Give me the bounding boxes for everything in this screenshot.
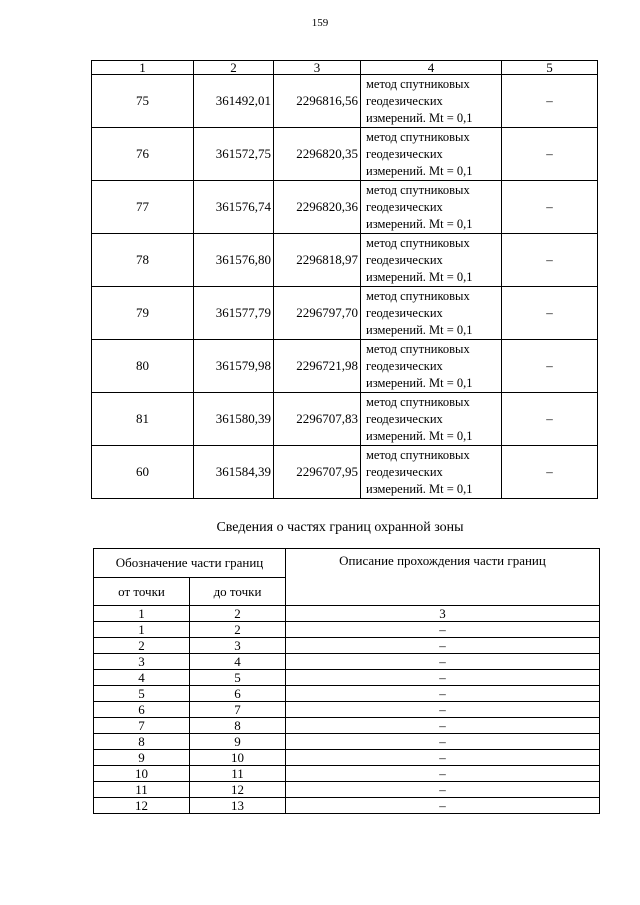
coordinates-header-row	[92, 61, 598, 75]
from-point-cell: 11	[94, 782, 190, 798]
x-coordinate-cell: 361576,80	[194, 234, 274, 287]
method-cell	[361, 234, 502, 287]
to-point-header: до точки	[190, 578, 286, 606]
x-coordinate-cell: 361584,39	[194, 446, 274, 499]
y-coordinate-cell: 2296818,97	[274, 234, 361, 287]
method-text-line: измерений. Mt = 0,1	[366, 216, 473, 231]
coordinate-row	[92, 181, 598, 234]
to-point-cell: 6	[190, 686, 286, 702]
method-text-line: метод спутниковых	[366, 394, 470, 409]
boundary-part-description-header: Описание прохождения части границ	[286, 549, 600, 606]
from-point-cell: 10	[94, 766, 190, 782]
column-number-4: 4	[361, 61, 502, 75]
from-point-cell: 6	[94, 702, 190, 718]
method-text-line: измерений. Mt = 0,1	[366, 428, 473, 443]
x-coordinate-cell: 361492,01	[194, 75, 274, 128]
note-cell: –	[502, 446, 598, 499]
description-cell: –	[286, 734, 600, 750]
note-cell: –	[502, 128, 598, 181]
column-number-3: 3	[274, 61, 361, 75]
from-point-cell: 3	[94, 654, 190, 670]
from-point-header: от точки	[94, 578, 190, 606]
method-text-line: геодезических	[366, 464, 443, 479]
coordinate-row	[92, 393, 598, 446]
y-coordinate-cell: 2296816,56	[274, 75, 361, 128]
method-text-line: метод спутниковых	[366, 182, 470, 197]
boundary-part-row	[94, 782, 600, 798]
boundary-part-row	[94, 798, 600, 814]
method-text-line: геодезических	[366, 146, 443, 161]
method-cell	[361, 340, 502, 393]
numbering-cell-1: 1	[94, 606, 190, 622]
method-cell	[361, 393, 502, 446]
method-text-line: измерений. Mt = 0,1	[366, 110, 473, 125]
from-point-cell: 9	[94, 750, 190, 766]
point-number-cell: 77	[92, 181, 194, 234]
from-point-cell: 5	[94, 686, 190, 702]
to-point-cell: 7	[190, 702, 286, 718]
to-point-cell: 13	[190, 798, 286, 814]
column-number-2: 2	[194, 61, 274, 75]
y-coordinate-cell: 2296721,98	[274, 340, 361, 393]
method-text-line: метод спутниковых	[366, 288, 470, 303]
description-cell: –	[286, 766, 600, 782]
boundary-parts-table	[93, 548, 600, 814]
point-number-cell: 80	[92, 340, 194, 393]
boundary-part-row	[94, 702, 600, 718]
note-cell: –	[502, 287, 598, 340]
to-point-cell: 2	[190, 622, 286, 638]
boundary-parts-table-body	[94, 549, 600, 814]
method-text-line: геодезических	[366, 305, 443, 320]
column-number-1: 1	[92, 61, 194, 75]
method-text-line: метод спутниковых	[366, 76, 470, 91]
to-point-cell: 12	[190, 782, 286, 798]
method-text-line: геодезических	[366, 411, 443, 426]
page-number: 159	[311, 17, 329, 29]
from-point-cell: 2	[94, 638, 190, 654]
method-cell	[361, 75, 502, 128]
method-cell	[361, 181, 502, 234]
point-number-cell: 76	[92, 128, 194, 181]
x-coordinate-cell: 361580,39	[194, 393, 274, 446]
description-cell: –	[286, 622, 600, 638]
note-cell: –	[502, 234, 598, 287]
note-cell: –	[502, 75, 598, 128]
from-point-cell: 7	[94, 718, 190, 734]
boundary-part-row	[94, 670, 600, 686]
from-point-cell: 4	[94, 670, 190, 686]
description-cell: –	[286, 702, 600, 718]
method-text-line: метод спутниковых	[366, 129, 470, 144]
point-number-cell: 78	[92, 234, 194, 287]
from-point-cell: 1	[94, 622, 190, 638]
parts-header-row	[94, 549, 600, 578]
to-point-cell: 5	[190, 670, 286, 686]
method-text-line: метод спутниковых	[366, 341, 470, 356]
description-cell: –	[286, 718, 600, 734]
from-point-cell: 12	[94, 798, 190, 814]
boundary-part-row	[94, 638, 600, 654]
y-coordinate-cell: 2296707,95	[274, 446, 361, 499]
description-cell: –	[286, 686, 600, 702]
point-number-cell: 75	[92, 75, 194, 128]
y-coordinate-cell: 2296820,36	[274, 181, 361, 234]
description-cell: –	[286, 670, 600, 686]
x-coordinate-cell: 361577,79	[194, 287, 274, 340]
numbering-cell-3: 3	[286, 606, 600, 622]
method-text-line: измерений. Mt = 0,1	[366, 163, 473, 178]
boundary-part-row	[94, 766, 600, 782]
method-text-line: метод спутниковых	[366, 447, 470, 462]
description-cell: –	[286, 782, 600, 798]
coordinate-row	[92, 446, 598, 499]
boundary-part-row	[94, 622, 600, 638]
boundary-part-row	[94, 718, 600, 734]
coordinate-row	[92, 128, 598, 181]
boundary-part-row	[94, 734, 600, 750]
description-cell: –	[286, 638, 600, 654]
description-cell: –	[286, 798, 600, 814]
description-cell: –	[286, 654, 600, 670]
method-text-line: измерений. Mt = 0,1	[366, 481, 473, 496]
point-number-cell: 81	[92, 393, 194, 446]
column-number-5: 5	[502, 61, 598, 75]
point-number-cell: 60	[92, 446, 194, 499]
to-point-cell: 3	[190, 638, 286, 654]
parts-numbering-row	[94, 606, 600, 622]
method-cell	[361, 287, 502, 340]
to-point-cell: 4	[190, 654, 286, 670]
y-coordinate-cell: 2296797,70	[274, 287, 361, 340]
coordinate-row	[92, 234, 598, 287]
to-point-cell: 11	[190, 766, 286, 782]
y-coordinate-cell: 2296820,35	[274, 128, 361, 181]
method-text-line: измерений. Mt = 0,1	[366, 375, 473, 390]
method-text-line: геодезических	[366, 93, 443, 108]
point-number-cell: 79	[92, 287, 194, 340]
note-cell: –	[502, 181, 598, 234]
method-text-line: геодезических	[366, 252, 443, 267]
coordinates-table	[91, 60, 598, 499]
coordinate-row	[92, 75, 598, 128]
method-cell	[361, 446, 502, 499]
coordinates-table-body	[92, 61, 598, 499]
to-point-cell: 8	[190, 718, 286, 734]
description-cell: –	[286, 750, 600, 766]
x-coordinate-cell: 361579,98	[194, 340, 274, 393]
method-text-line: геодезических	[366, 358, 443, 373]
method-text-line: измерений. Mt = 0,1	[366, 322, 473, 337]
numbering-cell-2: 2	[190, 606, 286, 622]
boundary-part-row	[94, 686, 600, 702]
boundary-part-row	[94, 654, 600, 670]
method-text-line: измерений. Mt = 0,1	[366, 269, 473, 284]
x-coordinate-cell: 361576,74	[194, 181, 274, 234]
note-cell: –	[502, 393, 598, 446]
to-point-cell: 10	[190, 750, 286, 766]
boundary-part-designation-header: Обозначение части границ	[94, 549, 286, 578]
to-point-cell: 9	[190, 734, 286, 750]
method-text-line: метод спутниковых	[366, 235, 470, 250]
method-cell	[361, 128, 502, 181]
note-cell: –	[502, 340, 598, 393]
method-text-line: геодезических	[366, 199, 443, 214]
section-title: Сведения о частях границ охранной зоны	[216, 520, 464, 535]
coordinate-row	[92, 340, 598, 393]
boundary-part-row	[94, 750, 600, 766]
from-point-cell: 8	[94, 734, 190, 750]
coordinate-row	[92, 287, 598, 340]
x-coordinate-cell: 361572,75	[194, 128, 274, 181]
y-coordinate-cell: 2296707,83	[274, 393, 361, 446]
